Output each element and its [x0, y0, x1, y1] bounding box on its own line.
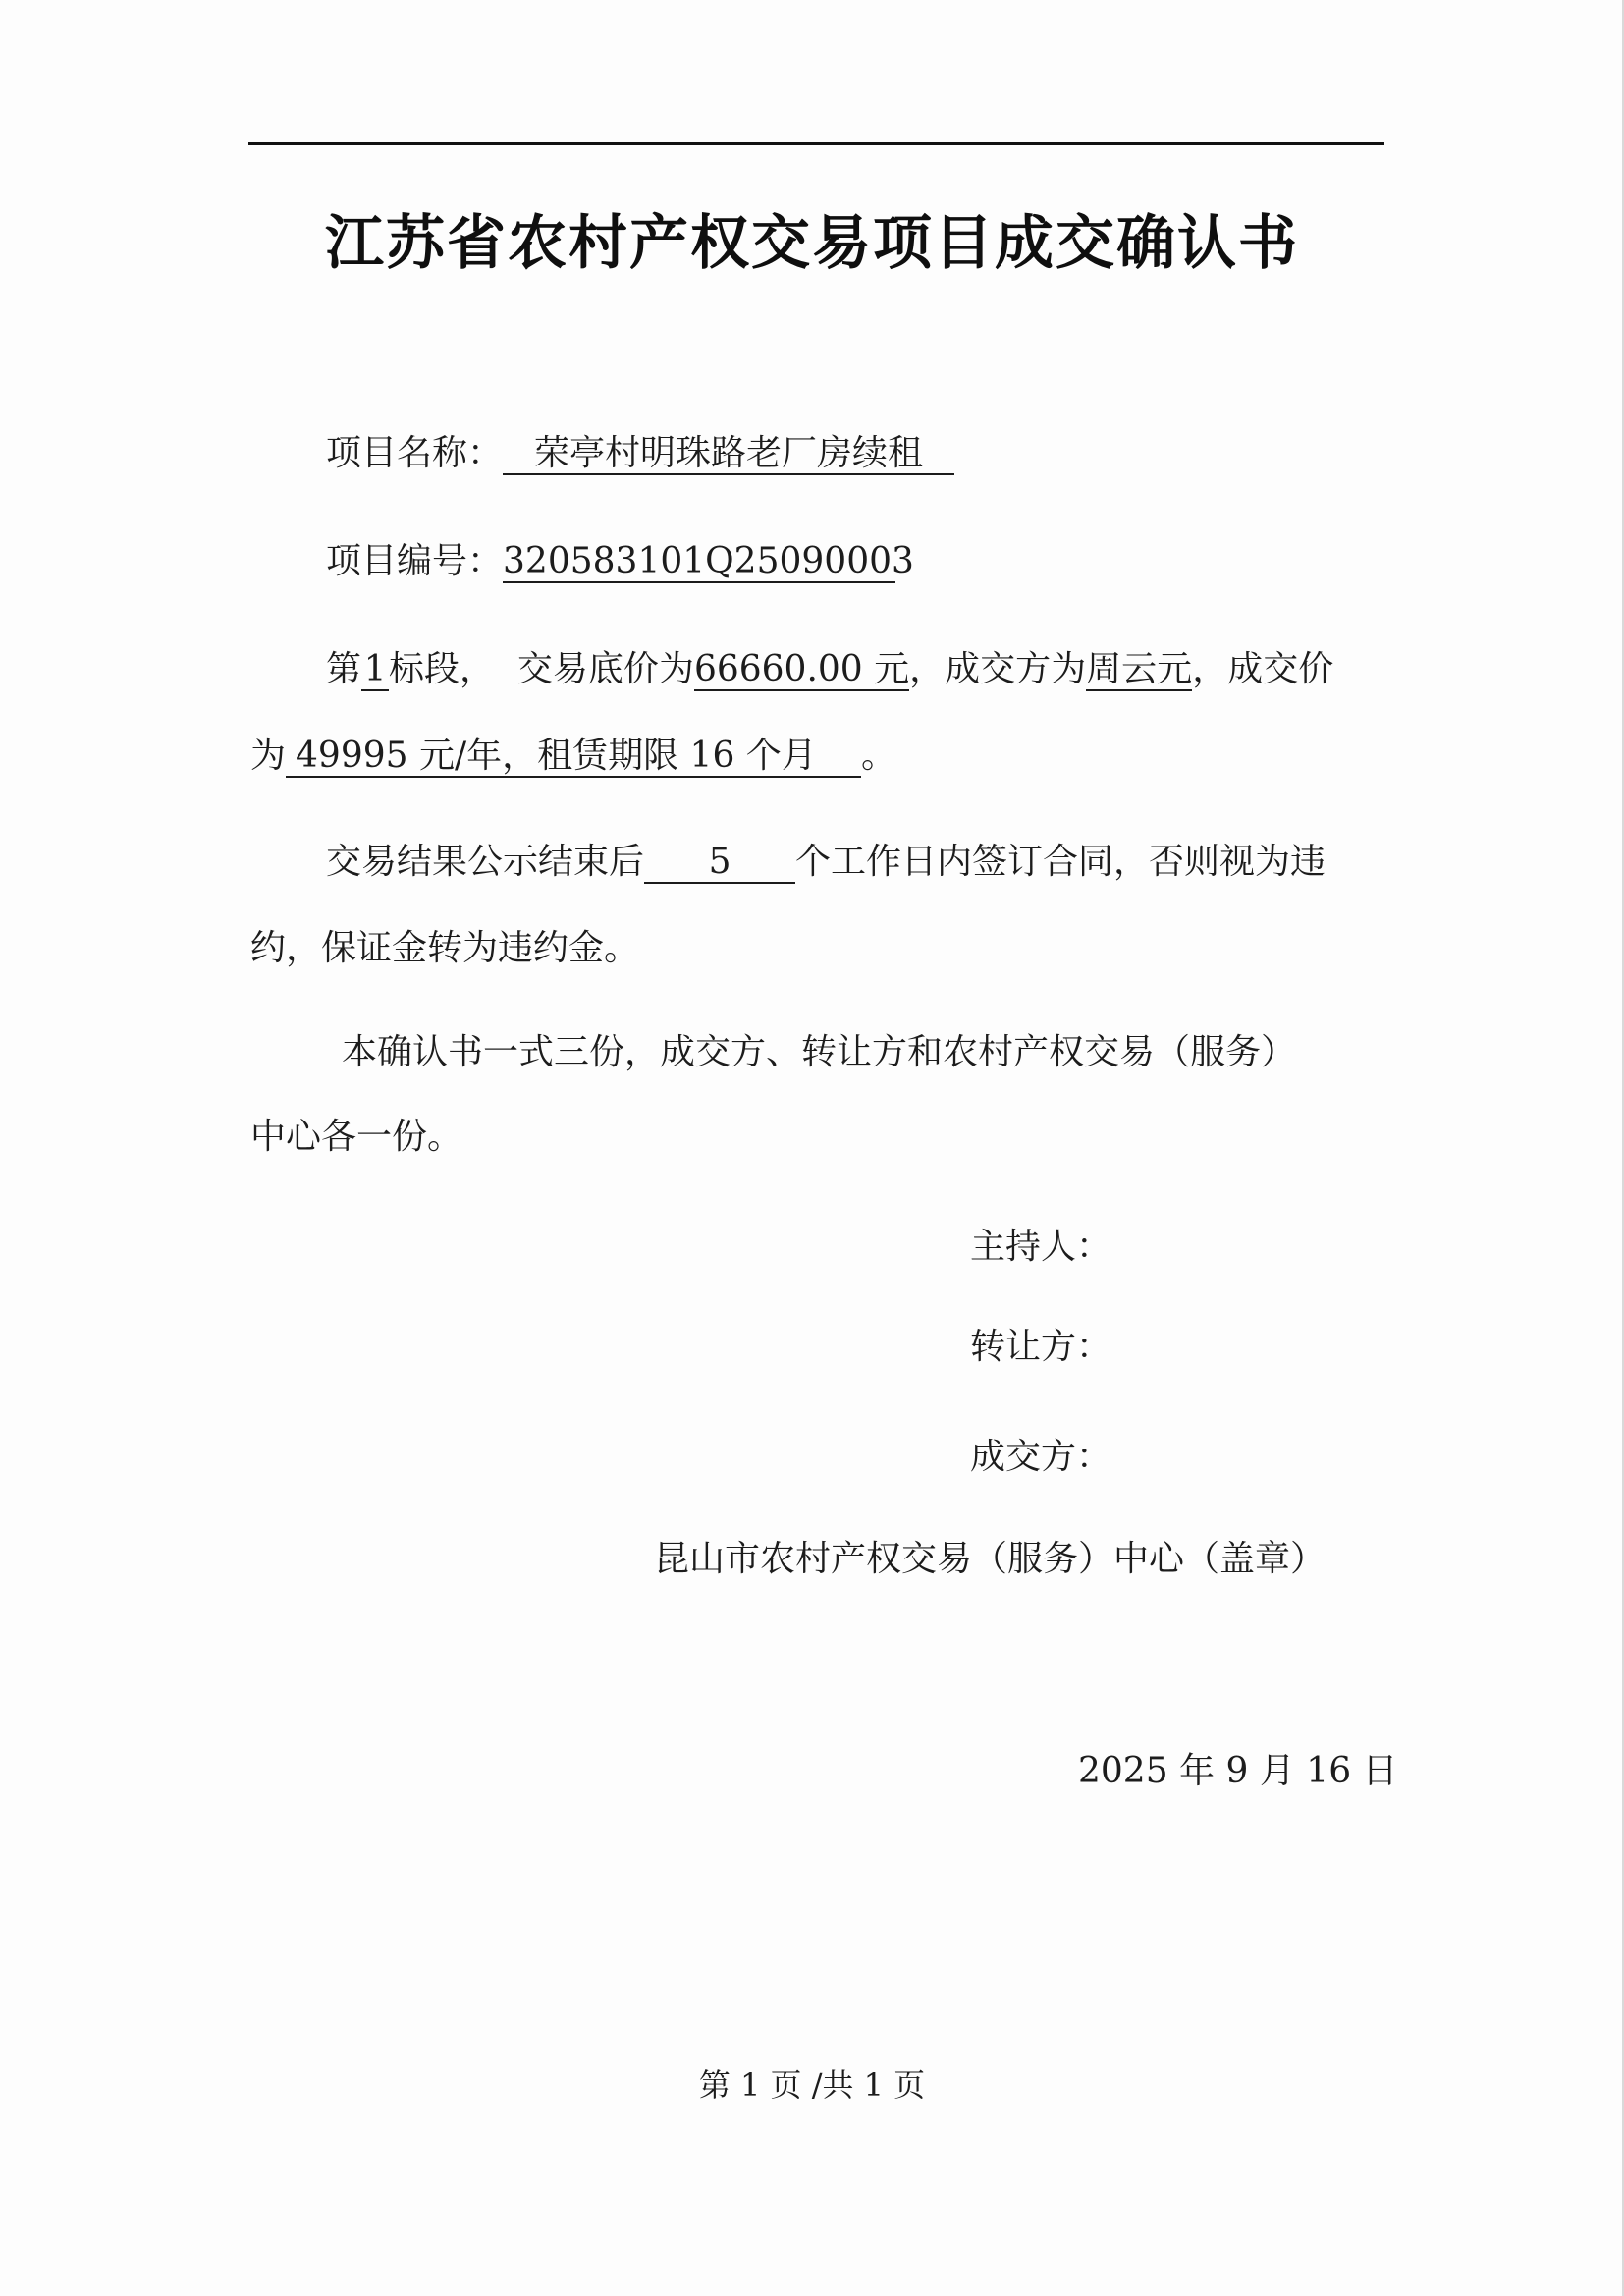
- project-name-label: 项目名称：: [326, 433, 504, 473]
- page-footer: 第 1 页 /共 1 页: [698, 2066, 926, 2104]
- winner-text: ，成交方为: [909, 649, 1087, 689]
- issuer: 昆山市农村产权交易（服务）中心（盖章）: [654, 1539, 1326, 1579]
- deal-value: 49995 元/年，租赁期限 16 个月: [286, 736, 861, 778]
- bid-line-2: [250, 735, 896, 778]
- copies-line-1: 本确认书一式三份，成交方、转让方和农村产权交易（服务）: [342, 1032, 1297, 1072]
- header-rule: [248, 142, 1384, 145]
- copies-line-2: 中心各一份。: [250, 1117, 463, 1157]
- deal-prefix: 为: [250, 736, 287, 776]
- project-name-value: 荣亭村明珠路老厂房续租: [503, 433, 954, 475]
- segment-suffix: 标段，: [389, 649, 496, 689]
- contract-prefix: 交易结果公示结束后: [326, 842, 645, 882]
- project-code-value: 320583101Q25090003: [503, 541, 895, 583]
- segment-prefix: 第: [326, 649, 362, 689]
- contract-suffix: 个工作日内签订合同，否则视为违: [795, 842, 1326, 882]
- base-price-text: 交易底价为: [516, 649, 694, 689]
- project-code-line: [326, 540, 914, 583]
- segment-number: 1: [361, 649, 389, 691]
- deal-text: ，成交价: [1192, 649, 1334, 689]
- deal-end: 。: [861, 736, 897, 776]
- base-price-value: 66660.00 元: [693, 649, 910, 689]
- project-code-label: 项目编号：: [326, 541, 504, 581]
- document-title: 江苏省农村产权交易项目成交确认书: [325, 209, 1299, 278]
- contract-line-2: 约，保证金转为违约金。: [250, 928, 640, 968]
- project-name-line: [326, 432, 954, 475]
- winner-value: 周云元: [1086, 649, 1193, 689]
- bid-line-1: [326, 648, 1333, 691]
- contract-days: 5: [644, 842, 795, 884]
- buyer-signature: 成交方：: [970, 1437, 1112, 1477]
- transferor-signature: 转让方：: [970, 1327, 1112, 1367]
- issue-date: 2025 年 9 月 16 日: [1078, 1751, 1398, 1791]
- contract-line-1: [326, 841, 1326, 884]
- host-signature: 主持人：: [970, 1227, 1112, 1267]
